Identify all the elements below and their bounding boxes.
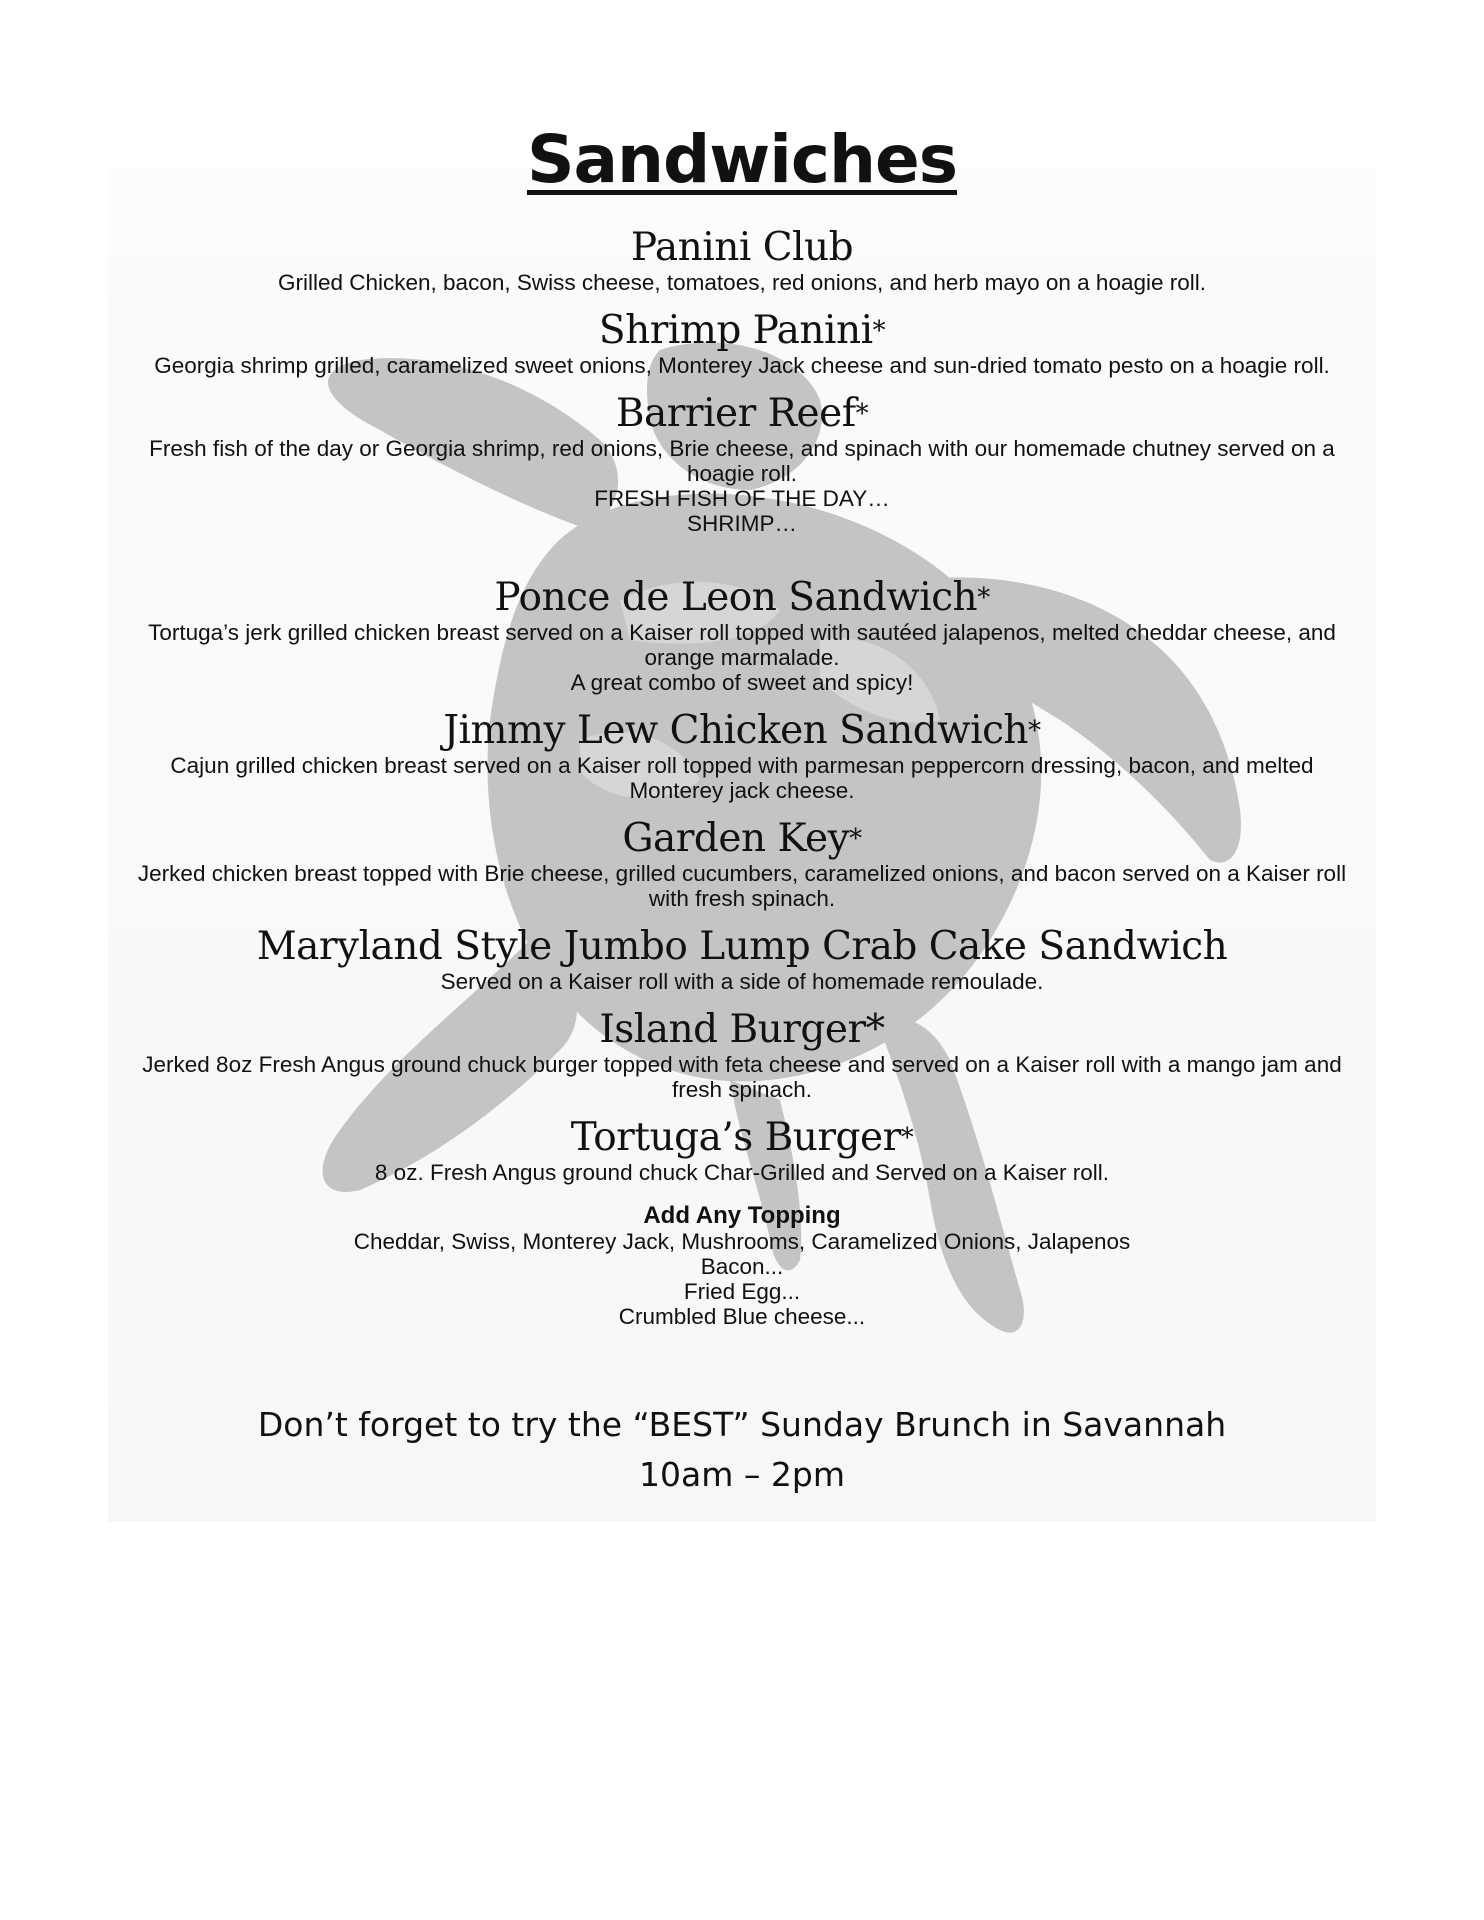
item-title: Tortuga’s Burger (570, 1115, 901, 1160)
topping-line: Crumbled Blue cheese... (618, 1304, 866, 1329)
item-price-line: SHRIMP… (686, 511, 797, 536)
item-title: Shrimp Panini (598, 308, 873, 353)
item-description: Fresh fish of the day or Georgia shrimp, red onions, Brie cheese, and spinach with our homemade chutney served on a (149, 436, 1335, 461)
item-name (80, 817, 1404, 861)
item-title: Maryland Style Jumbo Lump Crab Cake Sandwich (256, 924, 1228, 969)
item-name (80, 226, 1404, 270)
item-description: Monterey jack cheese. (629, 778, 855, 803)
item-description: A great combo of sweet and spicy! (570, 670, 914, 695)
menu-item-jimmy-lew (80, 709, 1404, 803)
item-star: * (849, 824, 862, 854)
item-name (80, 309, 1404, 353)
toppings-heading: Add Any Topping (643, 1202, 841, 1229)
topping-line: Fried Egg... (683, 1279, 801, 1304)
item-title: Jimmy Lew Chicken Sandwich (443, 708, 1029, 753)
menu-item-panini-club (80, 226, 1404, 295)
item-description: Georgia shrimp grilled, caramelized sweet onions, Monterey Jack cheese and sun-dried tomato pesto on a hoagie roll. (154, 353, 1330, 378)
menu-item-ponce-de-leon (80, 576, 1404, 695)
item-description: Jerked 8oz Fresh Angus ground chuck burger topped with feta cheese and served on a Kaiser roll with a mango jam and (142, 1052, 1342, 1077)
page-title: Sandwiches (526, 121, 958, 198)
brunch-promo-text: Don’t forget to try the “BEST” Sunday Brunch in Savannah (257, 1405, 1227, 1444)
item-star: * (872, 316, 886, 346)
item-name (80, 709, 1404, 753)
item-description: with fresh spinach. (648, 886, 836, 911)
item-description: Grilled Chicken, bacon, Swiss cheese, tomatoes, red onions, and herb mayo on a hoagie roll. (277, 270, 1206, 295)
topping-line: Bacon... (700, 1254, 784, 1279)
item-title: Barrier Reef (615, 391, 856, 436)
menu-item-tortugas-burger (80, 1116, 1404, 1185)
toppings-section (80, 1203, 1404, 1329)
item-price-line: FRESH FISH OF THE DAY… (594, 486, 890, 511)
menu-item-shrimp-panini (80, 309, 1404, 378)
item-star: * (977, 583, 990, 613)
menu-item-barrier-reef (80, 392, 1404, 536)
item-description: Jerked chicken breast topped with Brie cheese, grilled cucumbers, caramelized onions, and bacon served on a Kaiser roll (137, 861, 1347, 886)
item-description: hoagie roll. (686, 461, 798, 486)
item-name (80, 392, 1404, 436)
item-title: Panini Club (630, 225, 854, 270)
item-description: Tortuga’s jerk grilled chicken breast served on a Kaiser roll topped with sautéed jalapenos, melted cheddar cheese, and (148, 620, 1336, 645)
item-star: * (855, 399, 869, 429)
item-name (80, 1008, 1404, 1052)
item-description: 8 oz. Fresh Angus ground chuck Char-Grilled and Served on a Kaiser roll. (374, 1160, 1110, 1185)
menu-item-crab-cake (80, 925, 1404, 994)
item-description: Served on a Kaiser roll with a side of homemade remoulade. (440, 969, 1044, 994)
item-star: * (1028, 716, 1041, 746)
topping-line: Cheddar, Swiss, Monterey Jack, Mushrooms, Caramelized Onions, Jalapenos (353, 1229, 1131, 1254)
item-description: orange marmalade. (644, 645, 840, 670)
item-title: Island Burger* (599, 1007, 885, 1052)
brunch-hours: 10am – 2pm (639, 1455, 845, 1494)
item-star: * (900, 1123, 914, 1153)
menu-item-island-burger (80, 1008, 1404, 1102)
menu-content (80, 120, 1404, 1329)
item-description: fresh spinach. (671, 1077, 813, 1102)
item-name (80, 925, 1404, 969)
menu-item-garden-key (80, 817, 1404, 911)
item-title: Garden Key (622, 816, 850, 861)
item-name (80, 576, 1404, 620)
item-description: Cajun grilled chicken breast served on a Kaiser roll topped with parmesan peppercorn dressing, bacon, and melted (170, 753, 1314, 778)
item-name (80, 1116, 1404, 1160)
item-title: Ponce de Leon Sandwich (494, 575, 978, 620)
brunch-footer (80, 1400, 1404, 1500)
